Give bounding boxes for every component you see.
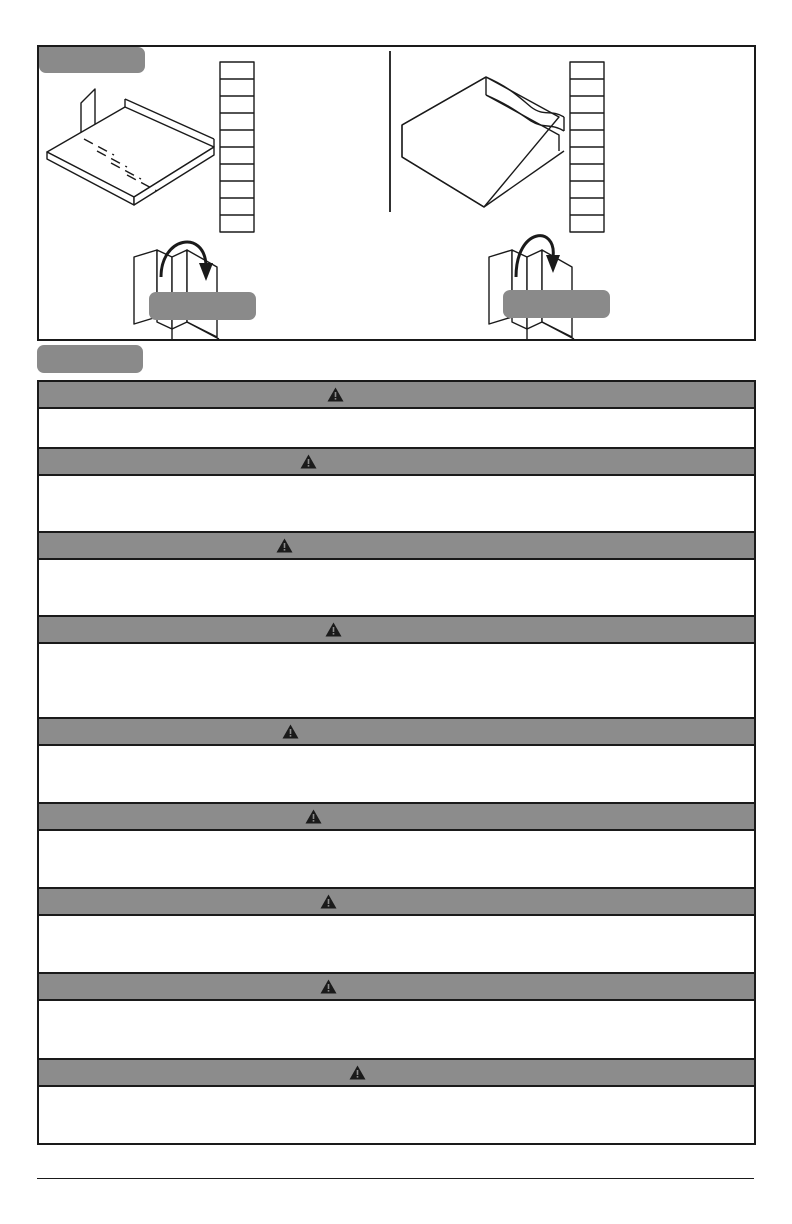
warning-triangle-icon [276,538,293,553]
foam-block-illustration [402,77,564,207]
warning-body-8 [39,1001,754,1060]
warning-body-9 [39,1087,754,1143]
warning-triangle-icon [300,454,317,469]
warning-body-5 [39,746,754,804]
warnings-section-label [37,345,143,373]
warning-triangle-icon [349,1065,366,1080]
warning-triangle-icon [305,809,322,824]
left-folded-pages-icon [134,242,219,339]
warning-body-4 [39,644,754,719]
warning-header-3 [39,533,754,560]
warning-triangle-icon [320,979,337,994]
footer-rule [37,1178,754,1179]
warning-header-1 [39,382,754,409]
left-fold-label [149,292,256,320]
warning-header-5 [39,719,754,746]
panel-with-backplate-illustration [47,89,214,205]
warning-body-6 [39,831,754,889]
warning-triangle-icon [325,622,342,637]
warning-header-2 [39,449,754,476]
left-scale-ruler [220,62,254,232]
warnings-table [37,380,756,1145]
warning-body-3 [39,560,754,617]
right-folded-pages-icon [489,236,574,339]
warning-header-4 [39,617,754,644]
warning-header-9 [39,1060,754,1087]
warning-body-7 [39,916,754,974]
right-fold-label [503,290,610,318]
warning-triangle-icon [282,724,299,739]
figure-panel [37,45,756,341]
warning-header-6 [39,804,754,831]
warning-body-2 [39,476,754,533]
warning-triangle-icon [327,387,344,402]
warning-header-8 [39,974,754,1001]
warning-body-1 [39,409,754,449]
figure-illustrations [39,47,754,339]
warning-header-7 [39,889,754,916]
warning-triangle-icon [320,894,337,909]
right-scale-ruler [570,62,604,232]
